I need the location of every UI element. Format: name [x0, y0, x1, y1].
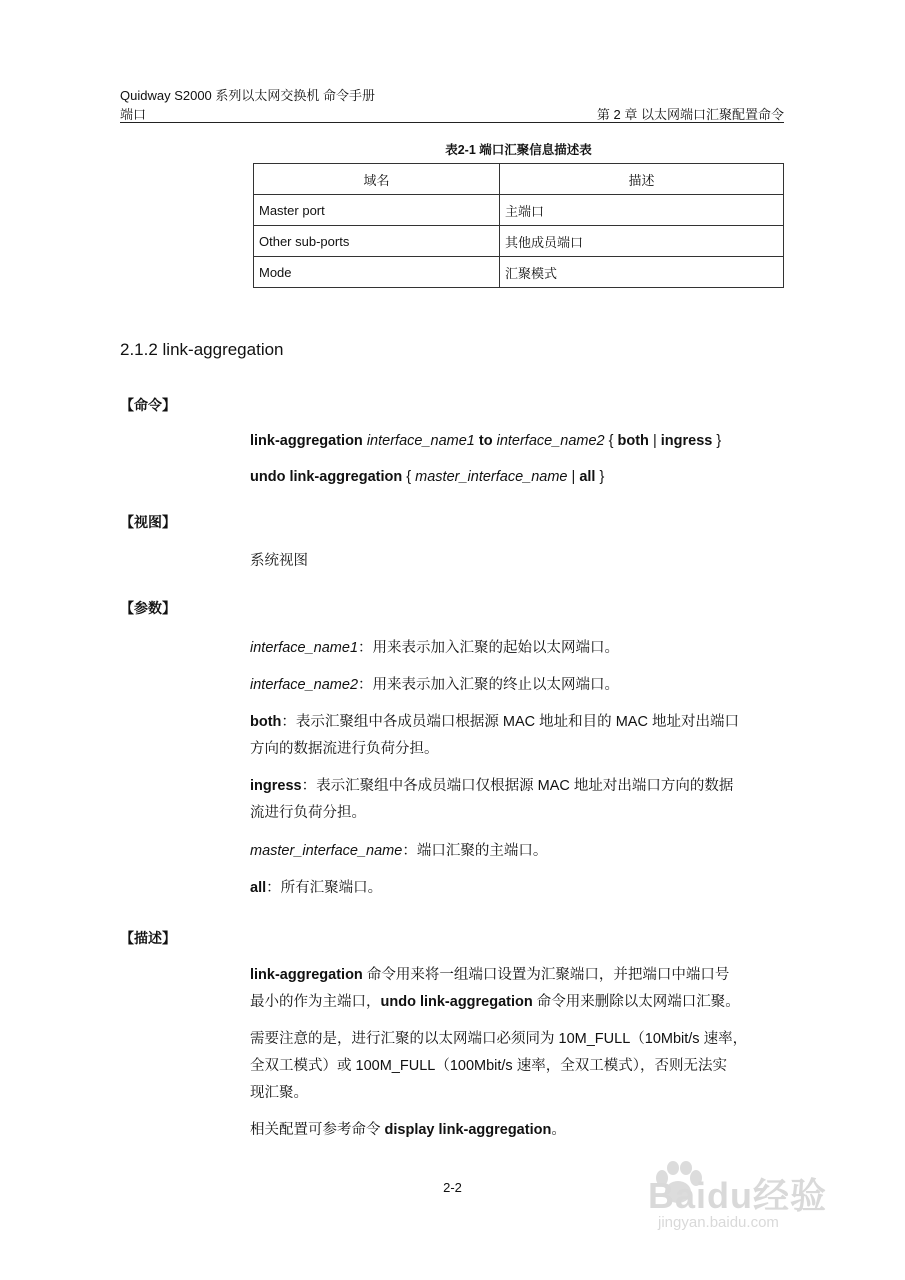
separator: |	[652, 433, 657, 449]
param-name: both	[250, 714, 282, 730]
param-desc: ：用来表示加入汇聚的终止以太网端口。	[358, 677, 620, 693]
param-name: ingress	[250, 778, 302, 794]
description-paragraph-3	[250, 1117, 784, 1144]
kw: undo link-aggregation	[250, 469, 403, 485]
command-tag: 【命令】	[120, 397, 176, 413]
table-cell: Master port	[254, 195, 500, 226]
brace: }	[599, 469, 605, 485]
description-paragraph-2	[250, 1026, 784, 1107]
param-item	[250, 672, 784, 699]
table-row	[254, 226, 784, 257]
table-cell: 汇聚模式	[500, 257, 784, 288]
param-name: all	[250, 880, 267, 896]
text: 。	[551, 1122, 566, 1138]
param-name: interface_name1	[250, 640, 359, 656]
param-desc: ：端口汇聚的主端口。	[402, 843, 548, 859]
text: 现汇聚。	[250, 1085, 308, 1101]
table-cell: Mode	[254, 257, 500, 288]
brace: {	[608, 433, 614, 449]
param-desc: ：所有汇聚端口。	[266, 880, 383, 896]
header-section: 端口	[120, 107, 147, 122]
table-header-cell: 域名	[254, 164, 500, 195]
param-item	[250, 838, 784, 865]
watermark-brand: Baidu经验	[648, 1175, 828, 1216]
watermark-url: jingyan.baidu.com	[658, 1214, 779, 1231]
param-item	[250, 635, 784, 662]
param-desc: ：用来表示加入汇聚的起始以太网端口。	[358, 640, 620, 656]
kw: both	[617, 433, 649, 449]
param-desc-cont: 流进行负荷分担。	[250, 805, 366, 821]
arg: interface_name2	[496, 433, 605, 449]
kw: link-aggregation	[250, 433, 363, 449]
arg: master_interface_name	[415, 469, 568, 485]
header-rule	[120, 122, 784, 123]
brace: {	[406, 469, 412, 485]
kw: ingress	[660, 433, 713, 449]
header-chapter: 第 2 章 以太网端口汇聚配置命令	[596, 107, 784, 122]
page-number: 2-2	[443, 1180, 462, 1195]
text: 命令用来删除以太网端口汇聚。	[532, 994, 740, 1010]
param-name: master_interface_name	[250, 843, 403, 859]
param-desc: ：表示汇聚组中各成员端口根据源 MAC 地址和目的 MAC 地址对出端口	[281, 714, 739, 730]
header-product: Quidway S2000 系列以太网交换机 命令手册	[120, 88, 376, 103]
table-cell: Other sub-ports	[254, 226, 500, 257]
param-item	[250, 875, 784, 902]
params-tag: 【参数】	[120, 600, 176, 616]
table-header-cell: 描述	[500, 164, 784, 195]
view-text: 系统视图	[250, 553, 308, 569]
port-aggregation-table	[253, 163, 784, 288]
table-row	[254, 195, 784, 226]
kw: display link-aggregation	[384, 1122, 552, 1138]
param-desc: ：表示汇聚组中各成员端口仅根据源 MAC 地址对出端口方向的数据	[301, 778, 734, 794]
kw: undo link-aggregation	[380, 994, 533, 1010]
param-desc-cont: 方向的数据流进行负荷分担。	[250, 741, 439, 757]
separator: |	[571, 469, 576, 485]
param-name: interface_name2	[250, 677, 359, 693]
description-paragraph-1	[250, 962, 784, 1016]
text: 最小的作为主端口，	[250, 994, 381, 1010]
text: 相关配置可参考命令	[250, 1122, 385, 1138]
text: 全双工模式）或 100M_FULL（100Mbit/s 速率，全双工模式），否则无法实	[250, 1058, 727, 1074]
table-row	[254, 257, 784, 288]
table-cell: 其他成员端口	[500, 226, 784, 257]
kw: to	[478, 433, 493, 449]
param-item	[250, 709, 784, 763]
command-syntax-2	[250, 464, 784, 491]
section-title: 2.1.2 link-aggregation	[120, 340, 284, 359]
arg: interface_name1	[366, 433, 475, 449]
kw: all	[579, 469, 596, 485]
table-header-row	[254, 164, 784, 195]
description-tag: 【描述】	[120, 930, 176, 946]
kw: link-aggregation	[250, 967, 363, 983]
table-caption: 表2-1 端口汇聚信息描述表	[445, 143, 592, 157]
text: 需要注意的是，进行汇聚的以太网端口必须同为 10M_FULL（10Mbit/s 速率，	[250, 1031, 748, 1047]
brace: }	[716, 433, 722, 449]
param-item	[250, 773, 784, 827]
command-syntax-1	[250, 428, 784, 455]
view-tag: 【视图】	[120, 514, 176, 530]
text: 命令用来将一组端口设置为汇聚端口，并把端口中端口号	[362, 967, 730, 983]
table-cell: 主端口	[500, 195, 784, 226]
